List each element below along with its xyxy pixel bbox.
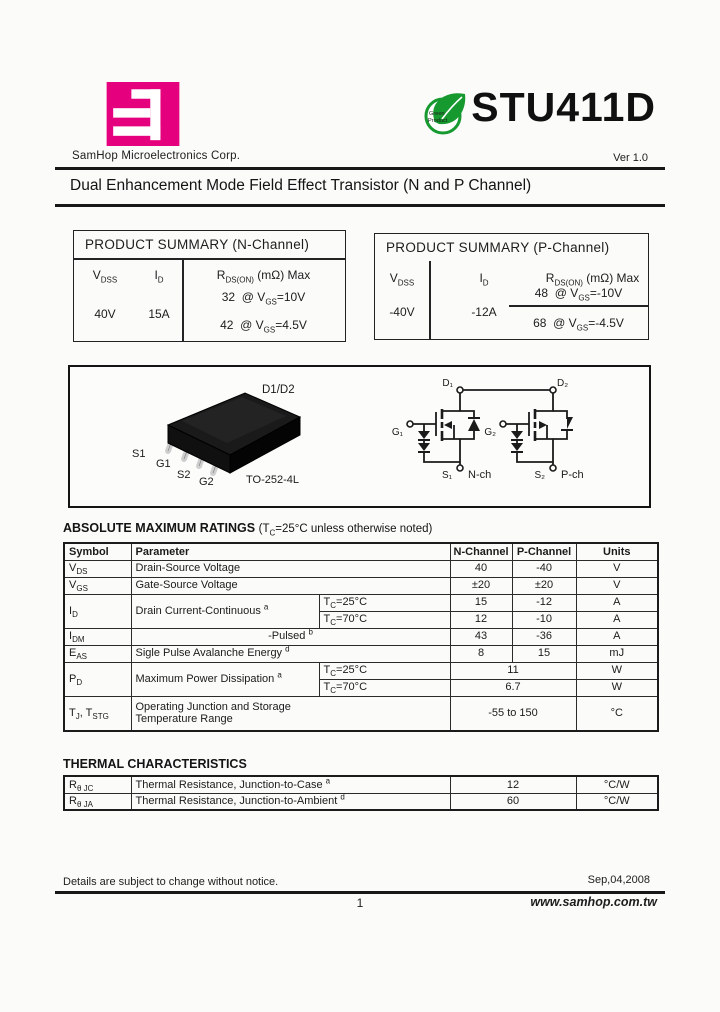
green-product-logo-icon bbox=[417, 86, 471, 140]
symbol-rthja: $R_{\theta JA}$ bbox=[64, 793, 131, 810]
value-id70-p: -10 bbox=[512, 611, 576, 628]
summary-p-col-id: $I_D$ bbox=[479, 271, 489, 288]
value-vgs-n: ±20 bbox=[450, 577, 512, 594]
summary-n-vdss-value: 40V bbox=[94, 307, 116, 321]
cond-pd-25: $T_C=25^\circ C$ bbox=[319, 662, 450, 679]
units-vgs: V bbox=[576, 577, 658, 594]
thermal-heading: THERMAL CHARACTERISTICS bbox=[63, 757, 247, 771]
row-pd-25 bbox=[64, 662, 658, 679]
param-rthjc: Thermal Resistance, Junction-to-Case $^a$ bbox=[131, 776, 450, 793]
thermal-table bbox=[63, 775, 659, 811]
value-eas-n: 8 bbox=[450, 645, 512, 662]
param-rthja: Thermal Resistance, Junction-to-Ambient $^d$ bbox=[131, 793, 450, 810]
value-vds-p: -40 bbox=[512, 560, 576, 577]
param-pd: Maximum Power Dissipation $^a$ bbox=[131, 662, 319, 696]
abs-max-heading-note: ($T_C=25^\circ C$ unless otherwise noted) bbox=[258, 523, 433, 538]
n-channel-label: N-ch bbox=[468, 469, 492, 481]
value-id25-n: 15 bbox=[450, 594, 512, 611]
summary-p-rds-divider bbox=[509, 305, 648, 307]
header-rule-top bbox=[55, 167, 665, 170]
leaf-text-line1: Green bbox=[429, 111, 445, 117]
pin-label: G1 bbox=[156, 458, 171, 470]
summary-p-id-value: -12A bbox=[471, 305, 497, 319]
col-p-channel: P-Channel bbox=[512, 543, 576, 560]
row-eas bbox=[64, 645, 658, 662]
summary-p-rds-row: 68 @ $V_{GS}=-4.5V$ bbox=[533, 316, 624, 333]
units-tj: °C bbox=[576, 696, 658, 731]
header-rule-bottom bbox=[55, 204, 665, 207]
value-id25-p: -12 bbox=[512, 594, 576, 611]
units-pd25: W bbox=[576, 662, 658, 679]
units-pd70: W bbox=[576, 679, 658, 696]
cond-id-70: $T_C=70^\circ C$ bbox=[319, 611, 450, 628]
abs-max-heading: ABSOLUTE MAXIMUM RATINGS ($T_C=25^\circ C$ unless otherwise noted) bbox=[63, 521, 433, 538]
n-gate-label: G₁ bbox=[391, 427, 403, 438]
summary-n-rds-row: 42 @ $V_{GS}=4.5V$ bbox=[220, 318, 307, 335]
summary-n-title-rule bbox=[74, 258, 345, 260]
n-source-label: S₁ bbox=[441, 470, 452, 481]
value-rthja: 60 bbox=[450, 793, 576, 810]
footer-disclaimer: Details are subject to change without notice. bbox=[63, 876, 279, 888]
row-rthja bbox=[64, 793, 658, 810]
doc-subtitle: Dual Enhancement Mode Field Effect Transistor (N and P Channel) bbox=[70, 177, 532, 194]
symbol-pd: $P_D$ bbox=[64, 662, 131, 696]
symbol-eas: $E_{AS}$ bbox=[64, 645, 131, 662]
units-id70: A bbox=[576, 611, 658, 628]
summary-n-title: PRODUCT SUMMARY (N-Channel) bbox=[85, 237, 310, 252]
p-drain-label: D₂ bbox=[557, 378, 569, 389]
summary-p-vdss-value: -40V bbox=[389, 305, 415, 319]
p-channel-label: P-ch bbox=[561, 469, 584, 481]
samhop-logo-icon bbox=[106, 82, 180, 146]
param-vgs: Gate-Source Voltage bbox=[131, 577, 450, 594]
param-eas: Sigle Pulse Avalanche Energy $^d$ bbox=[131, 645, 450, 662]
param-idm: -Pulsed $^b$ bbox=[131, 628, 450, 645]
package-name-label: TO-252-4L bbox=[246, 474, 299, 486]
summary-p-title: PRODUCT SUMMARY (P-Channel) bbox=[386, 240, 610, 255]
summary-n-id-value: 15A bbox=[148, 307, 170, 321]
package-figure bbox=[68, 365, 651, 508]
product-summary-n-table bbox=[73, 230, 346, 342]
value-eas-p: 15 bbox=[512, 645, 576, 662]
row-id-25 bbox=[64, 594, 658, 611]
symbol-id: $I_D$ bbox=[64, 594, 131, 628]
company-name: SamHop Microelectronics Corp. bbox=[72, 150, 241, 162]
leaf-text-line2: Product bbox=[428, 118, 448, 124]
row-idm bbox=[64, 628, 658, 645]
param-tj: Operating Junction and Storage Temperature Range bbox=[131, 696, 450, 731]
symbol-vds: $V_{DS}$ bbox=[64, 560, 131, 577]
page-number: 1 bbox=[356, 896, 364, 910]
package-and-schematic-drawing bbox=[70, 367, 649, 506]
param-vds: Drain-Source Voltage bbox=[131, 560, 450, 577]
drain-tab-label: D1/D2 bbox=[262, 384, 295, 396]
units-idm: A bbox=[576, 628, 658, 645]
abs-max-header-row bbox=[64, 543, 658, 560]
value-vds-n: 40 bbox=[450, 560, 512, 577]
value-id70-n: 12 bbox=[450, 611, 512, 628]
product-summary-p-table bbox=[374, 233, 649, 340]
pin-label: S2 bbox=[177, 469, 191, 481]
symbol-rthjc: $R_{\theta JC}$ bbox=[64, 776, 131, 793]
pin-label: S1 bbox=[132, 448, 146, 460]
summary-n-col-rds: $R_{DS(ON)}$ (mΩ) Max bbox=[216, 268, 311, 285]
pin-label: G2 bbox=[199, 476, 214, 488]
symbol-vgs: $V_{GS}$ bbox=[64, 577, 131, 594]
units-rthjc: °C/W bbox=[576, 776, 658, 793]
value-tj: -55 to 150 bbox=[450, 696, 576, 731]
part-number: STU411D bbox=[471, 84, 656, 130]
cond-pd-70: $T_C=70^\circ C$ bbox=[319, 679, 450, 696]
row-rthjc bbox=[64, 776, 658, 793]
symbol-tj: $T_J$, $T_{STG}$ bbox=[64, 696, 131, 731]
value-pd25: 11 bbox=[450, 662, 576, 679]
param-id: Drain Current-Continuous $^a$ bbox=[131, 594, 319, 628]
summary-p-col-vdss: $V_{DSS}$ bbox=[389, 271, 415, 288]
version-label: Ver 1.0 bbox=[613, 152, 648, 164]
row-tj bbox=[64, 696, 658, 731]
summary-n-col-id: $I_D$ bbox=[154, 268, 164, 285]
website-url: www.samhop.com.tw bbox=[530, 895, 657, 909]
value-idm-n: 43 bbox=[450, 628, 512, 645]
abs-max-table bbox=[63, 542, 659, 732]
summary-p-rds-row: 48 @ $V_{GS}=-10V$ bbox=[534, 286, 623, 303]
value-pd70: 6.7 bbox=[450, 679, 576, 696]
p-gate-label: G₂ bbox=[484, 427, 496, 438]
p-source-label: S₂ bbox=[534, 470, 545, 481]
row-vds bbox=[64, 560, 658, 577]
n-drain-label: D₁ bbox=[442, 378, 453, 389]
value-rthjc: 12 bbox=[450, 776, 576, 793]
value-idm-p: -36 bbox=[512, 628, 576, 645]
summary-p-col-rds: $R_{DS(ON)}$ (mΩ) Max bbox=[545, 271, 640, 288]
summary-n-col-vdss: $V_{DSS}$ bbox=[92, 268, 118, 285]
col-n-channel: N-Channel bbox=[450, 543, 512, 560]
col-units: Units bbox=[576, 543, 658, 560]
value-vgs-p: ±20 bbox=[512, 577, 576, 594]
package-body bbox=[168, 393, 300, 473]
units-eas: mJ bbox=[576, 645, 658, 662]
symbol-idm: $I_{DM}$ bbox=[64, 628, 131, 645]
cond-id-25: $T_C=25^\circ C$ bbox=[319, 594, 450, 611]
col-parameter: Parameter bbox=[131, 543, 450, 560]
units-id25: A bbox=[576, 594, 658, 611]
units-rthja: °C/W bbox=[576, 793, 658, 810]
footer-date: Sep,04,2008 bbox=[587, 874, 650, 886]
col-symbol: Symbol bbox=[64, 543, 131, 560]
units-vds: V bbox=[576, 560, 658, 577]
summary-n-rds-row: 32 @ $V_{GS}=10V$ bbox=[221, 290, 306, 307]
row-vgs bbox=[64, 577, 658, 594]
footer-rule bbox=[55, 891, 665, 894]
